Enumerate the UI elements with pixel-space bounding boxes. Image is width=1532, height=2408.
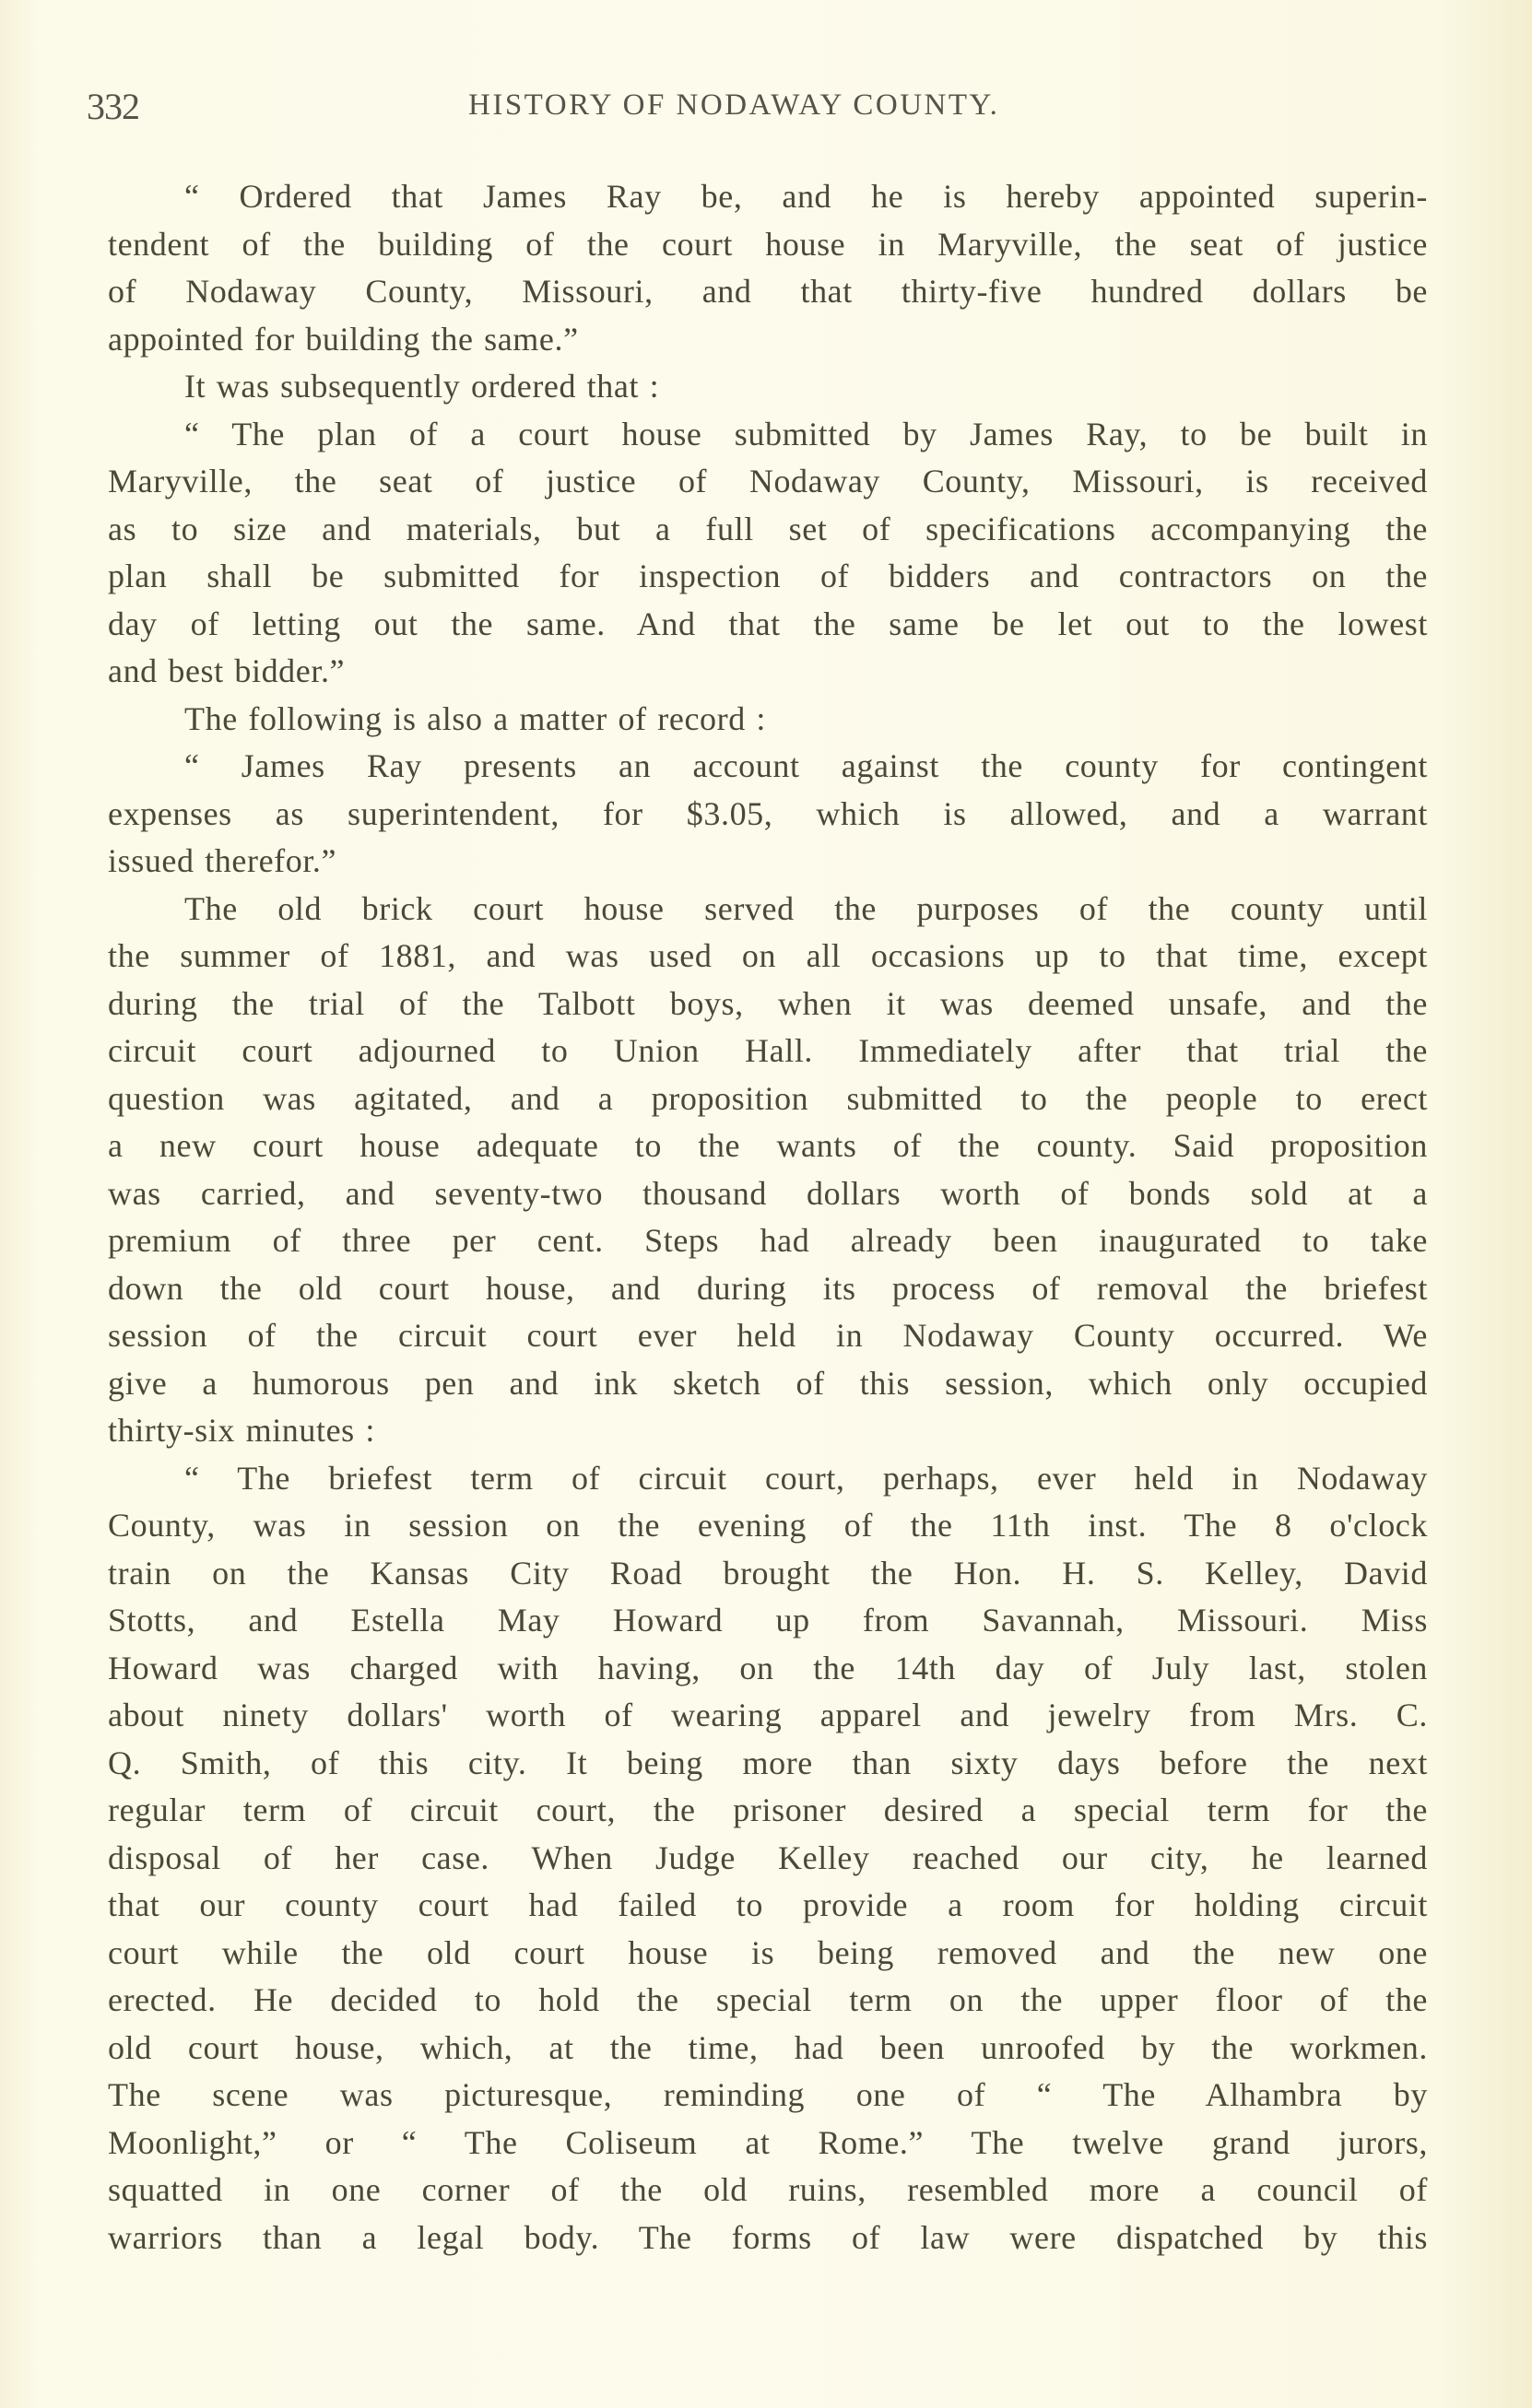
text-line: “ The plan of a court house submitted by James Ray, to be built in	[184, 415, 1428, 452]
text-line: a new court house adequate to the wants of the county. Said proposition	[108, 1127, 1428, 1164]
text-line: “ Ordered that James Ray be, and he is hereby appointed superin-	[184, 178, 1428, 215]
text-line: day of letting out the same. And that the same be let out to the lowest	[108, 605, 1428, 642]
text-line: old court house, which, at the time, had been unroofed by the workmen.	[108, 2028, 1428, 2066]
text-line: appointed for building the same.”	[108, 320, 579, 358]
text-line: tendent of the building of the court house in Maryville, the seat of justice	[108, 225, 1428, 263]
body-text	[108, 173, 1428, 2261]
text-line: warriors than a legal body. The forms of law were dispatched by this	[108, 2218, 1428, 2256]
text-line: that our county court had failed to provide a room for holding circuit	[108, 1886, 1428, 1923]
text-line: as to size and materials, but a full set of specifications accompanying the	[108, 510, 1428, 547]
text-line: circuit court adjourned to Union Hall. Immediately after that trial the	[108, 1032, 1428, 1069]
text-line: The old brick court house served the purposes of the county until	[184, 889, 1428, 927]
text-line: train on the Kansas City Road brought the Hon. H. S. Kelley, David	[108, 1554, 1428, 1592]
text-line: Stotts, and Estella May Howard up from Savannah, Missouri. Miss	[108, 1602, 1428, 1639]
running-head-title: HISTORY OF NODAWAY COUNTY.	[468, 88, 1000, 122]
text-line: court while the old court house is being removed and the new one	[108, 1933, 1428, 1971]
text-line: disposal of her case. When Judge Kelley reached our city, he learned	[108, 1838, 1428, 1876]
text-line: about ninety dollars' worth of wearing apparel and jewelry from Mrs. C.	[108, 1697, 1428, 1733]
text-line: The following is also a matter of record :	[184, 699, 767, 737]
text-line: Maryville, the seat of justice of Nodaway County, Missouri, is received	[108, 463, 1428, 499]
text-line: the summer of 1881, and was used on all occasions up to that time, except	[108, 937, 1428, 974]
text-line: give a humorous pen and ink sketch of this session, which only occupied	[108, 1364, 1428, 1402]
text-line: Q. Smith, of this city. It being more than sixty days before the next	[108, 1744, 1428, 1781]
text-line: County, was in session on the evening of the 11th inst. The 8 o'clock	[108, 1507, 1428, 1544]
text-line: down the old court house, and during its process of removal the briefest	[108, 1269, 1428, 1307]
text-line: regular term of circuit court, the prisoner desired a special term for the	[108, 1791, 1428, 1828]
text-line: expenses as superintendent, for $3.05, which is allowed, and a warrant	[108, 794, 1428, 832]
text-line: The scene was picturesque, reminding one of “ The Alhambra by	[108, 2076, 1428, 2113]
text-line: “ James Ray presents an account against the county for contingent	[184, 747, 1428, 784]
text-line: and best bidder.”	[108, 652, 346, 689]
text-line: was carried, and seventy-two thousand dollars worth of bonds sold at a	[108, 1174, 1428, 1212]
text-line: It was subsequently ordered that :	[184, 368, 660, 405]
text-line: Howard was charged with having, on the 14th day of July last, stolen	[108, 1649, 1428, 1686]
text-line: of Nodaway County, Missouri, and that thirty-five hundred dollars be	[108, 273, 1428, 310]
text-line: session of the circuit court ever held in Nodaway County occurred. We	[108, 1317, 1428, 1354]
text-line: issued therefor.”	[108, 842, 337, 879]
text-line: question was agitated, and a proposition submitted to the people to erect	[108, 1079, 1428, 1117]
text-line: “ The briefest term of circuit court, perhaps, ever held in Nodaway	[184, 1459, 1428, 1497]
text-line: during the trial of the Talbott boys, when it was deemed unsafe, and the	[108, 984, 1428, 1022]
text-line: erected. He decided to hold the special term on the upper floor of the	[108, 1981, 1428, 2018]
page-number: 332	[87, 86, 139, 127]
text-line: squatted in one corner of the old ruins, resembled more a council of	[108, 2171, 1428, 2208]
text-line: plan shall be submitted for inspection of bidders and contractors on the	[108, 558, 1428, 594]
text-line: premium of three per cent. Steps had already been inaugurated to take	[108, 1222, 1428, 1259]
text-line: thirty-six minutes :	[108, 1412, 375, 1449]
text-line: Moonlight,” or “ The Coliseum at Rome.” The twelve grand jurors,	[108, 2123, 1428, 2161]
